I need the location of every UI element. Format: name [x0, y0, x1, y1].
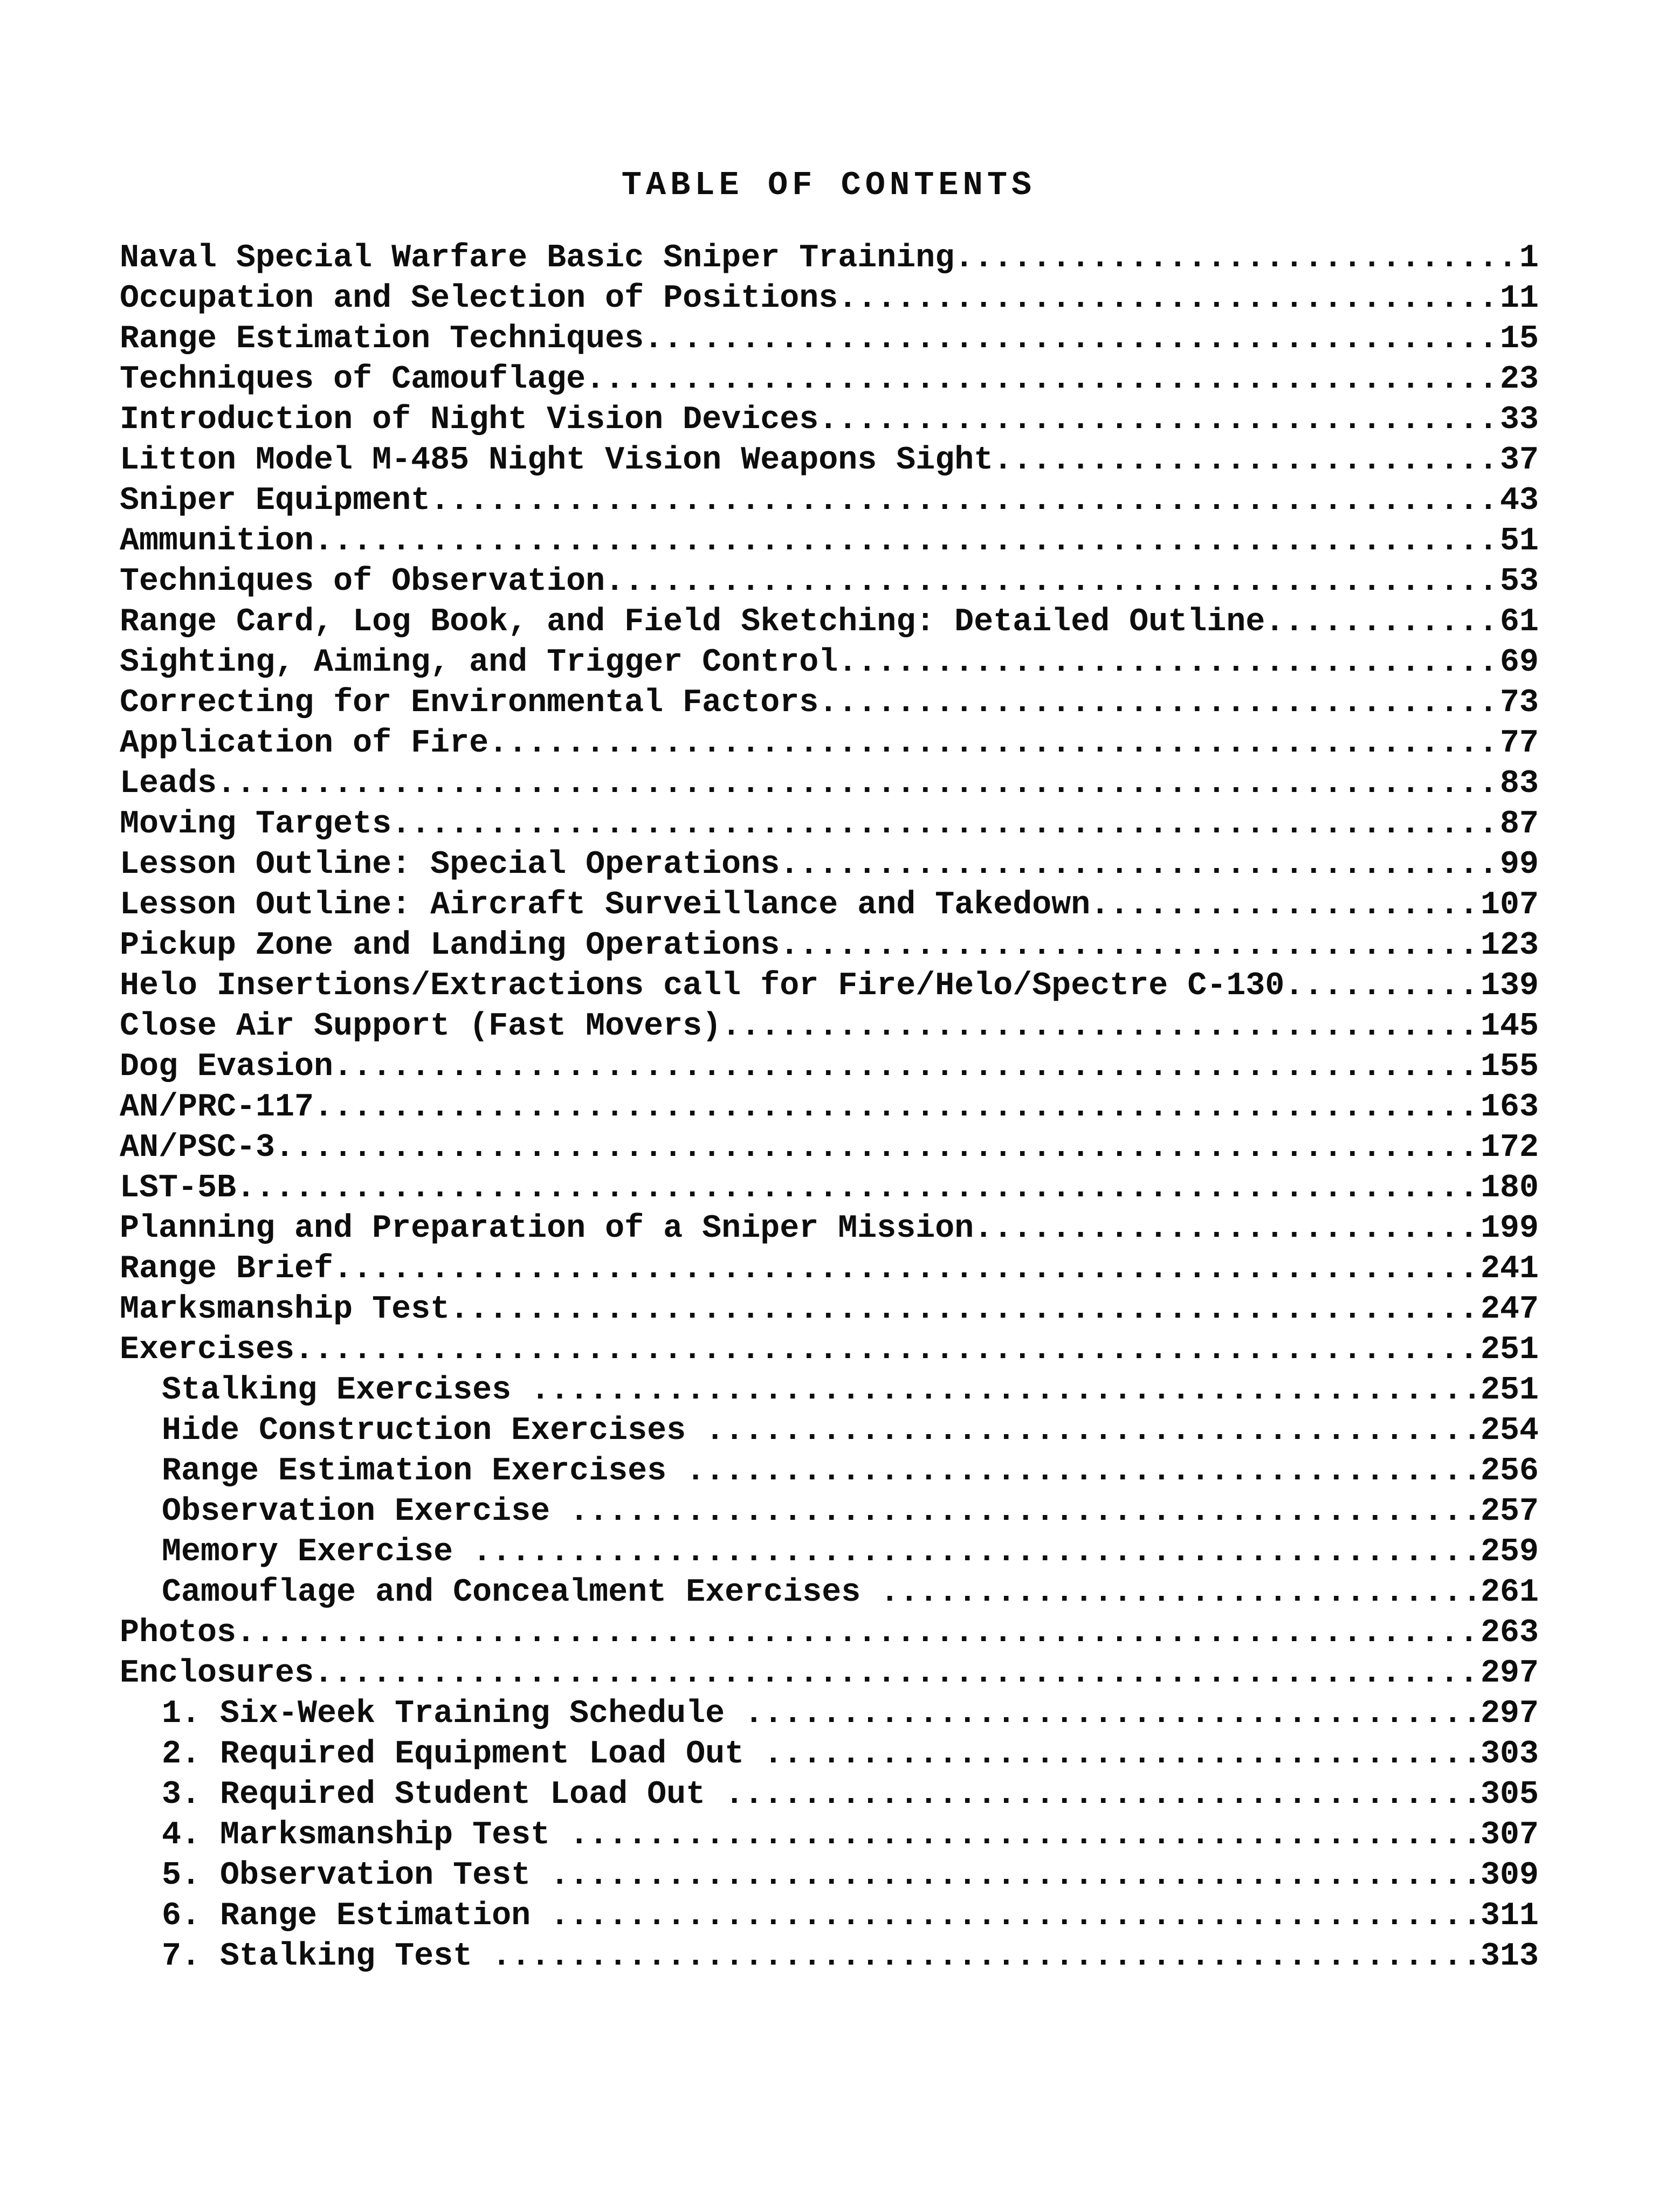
toc-entry-page: 263 — [1480, 1615, 1539, 1651]
toc-entry-title: Range Estimation Exercises — [162, 1453, 686, 1490]
toc-entry-page: 311 — [1480, 1898, 1539, 1934]
toc-entry — [120, 966, 1539, 1007]
dot-leader — [217, 764, 1500, 804]
toc-entry-title: Pickup Zone and Landing Operations — [120, 927, 780, 964]
dot-leader — [838, 279, 1500, 319]
toc-entry-page: 69 — [1499, 644, 1539, 681]
toc-entry — [120, 1047, 1539, 1087]
toc-entry-title: Hide Construction Exercises — [162, 1413, 706, 1449]
toc-entry-page: 257 — [1480, 1493, 1539, 1530]
dot-leader — [763, 1734, 1481, 1775]
dot-leader — [818, 400, 1500, 440]
toc-entry — [120, 724, 1539, 764]
dot-leader — [236, 1168, 1481, 1209]
dot-leader — [1284, 966, 1481, 1007]
toc-entry-page: 199 — [1480, 1210, 1539, 1247]
toc-entry-page: 259 — [1480, 1534, 1539, 1571]
toc-entry-title: 2. Required Equipment Load Out — [162, 1736, 764, 1773]
dot-leader — [686, 1451, 1481, 1492]
toc-entry-page: 307 — [1480, 1817, 1539, 1854]
dot-leader — [838, 643, 1500, 683]
toc-entry-page: 15 — [1499, 321, 1539, 357]
toc-entry-title: Photos — [120, 1615, 237, 1651]
dot-leader — [954, 238, 1519, 279]
dot-leader — [586, 360, 1500, 400]
toc-entry — [120, 1734, 1539, 1775]
dot-leader — [880, 1573, 1481, 1613]
toc-entry — [120, 1573, 1539, 1613]
toc-entry-page: 23 — [1499, 361, 1539, 398]
dot-leader — [744, 1694, 1481, 1734]
dot-leader — [605, 562, 1500, 602]
toc-entry — [120, 1128, 1539, 1168]
toc-entry — [120, 1007, 1539, 1047]
toc-entry — [120, 1532, 1539, 1573]
toc-entry — [120, 238, 1539, 279]
toc-entry-title: Application of Fire — [120, 725, 489, 762]
toc-entry — [120, 1492, 1539, 1532]
toc-entry-title: Leads — [120, 766, 217, 802]
toc-entry-page: 305 — [1480, 1776, 1539, 1813]
toc-entry-title: 7. Stalking Test — [162, 1938, 492, 1975]
toc-entry-title: 4. Marksmanship Test — [162, 1817, 570, 1854]
toc-entry-page: 256 — [1480, 1453, 1539, 1490]
toc-entry-title: Memory Exercise — [162, 1534, 473, 1571]
toc-entry-page: 297 — [1480, 1696, 1539, 1732]
toc-entry-title: Marksmanship Test — [120, 1291, 450, 1328]
toc-entry — [120, 440, 1539, 481]
toc-entry-page: 313 — [1480, 1938, 1539, 1975]
toc-entry — [120, 1896, 1539, 1937]
dot-leader — [818, 683, 1500, 724]
toc-entry-title: Ammunition — [120, 523, 314, 560]
dot-leader — [644, 319, 1500, 360]
toc-entry-title: Sniper Equipment — [120, 483, 431, 519]
toc-entry-page: 241 — [1480, 1251, 1539, 1287]
toc-entry — [120, 602, 1539, 643]
dot-leader — [472, 1532, 1481, 1573]
toc-entry-page: 33 — [1499, 402, 1539, 438]
toc-entry-title: Naval Special Warfare Basic Sniper Training — [120, 240, 955, 277]
toc-entry — [120, 1815, 1539, 1856]
toc-entry-page: 53 — [1499, 563, 1539, 600]
dot-leader — [314, 1087, 1481, 1128]
dot-leader — [391, 804, 1500, 845]
toc-entry-title: Camouflage and Concealment Exercises — [162, 1574, 880, 1611]
toc-entry-page: 87 — [1499, 806, 1539, 843]
dot-leader — [488, 724, 1500, 764]
toc-entry — [120, 1249, 1539, 1290]
dot-leader — [294, 1330, 1481, 1370]
toc-entry-page: 261 — [1480, 1574, 1539, 1611]
toc-entry-page: 123 — [1480, 927, 1539, 964]
toc-entry-page: 73 — [1499, 685, 1539, 721]
dot-leader — [531, 1370, 1481, 1411]
toc-entry-title: Techniques of Observation — [120, 563, 605, 600]
toc-entry-title: LST-5B — [120, 1170, 237, 1207]
dot-leader — [275, 1128, 1481, 1168]
toc-entry — [120, 885, 1539, 926]
toc-entry-page: 297 — [1480, 1655, 1539, 1692]
toc-entry — [120, 1411, 1539, 1451]
toc-entry-title: Correcting for Environmental Factors — [120, 685, 819, 721]
toc-entry — [120, 1370, 1539, 1411]
toc-entry-page: 43 — [1499, 483, 1539, 519]
toc-entry-page: 11 — [1499, 280, 1539, 317]
dot-leader — [780, 845, 1500, 885]
dot-leader — [430, 481, 1500, 521]
toc-entry-title: 6. Range Estimation — [162, 1898, 550, 1934]
toc-entry — [120, 1654, 1539, 1694]
toc-entry-title: Range Card, Log Book, and Field Sketching: Detailed Outline — [120, 604, 1265, 640]
toc-entry-title: AN/PSC-3 — [120, 1129, 276, 1166]
dot-leader — [725, 1775, 1481, 1815]
toc-entry — [120, 1694, 1539, 1734]
toc-entry-page: 37 — [1499, 442, 1539, 479]
toc-entry — [120, 1937, 1539, 1977]
toc-entry — [120, 521, 1539, 562]
page-title: TABLE OF CONTENTS — [621, 166, 1036, 204]
toc-entry-page: 145 — [1480, 1008, 1539, 1045]
toc-entry-page: 309 — [1480, 1857, 1539, 1894]
toc-entry-page: 155 — [1480, 1049, 1539, 1085]
toc-entry-page: 139 — [1480, 968, 1539, 1004]
toc-entry-title: Lesson Outline: Aircraft Surveillance and Takedown — [120, 887, 1091, 924]
toc-entry-title: Planning and Preparation of a Sniper Mission — [120, 1210, 974, 1247]
toc-list — [120, 238, 1539, 1977]
toc-entry-title: Introduction of Night Vision Devices — [120, 402, 819, 438]
toc-entry — [120, 1856, 1539, 1896]
dot-leader — [550, 1896, 1481, 1937]
toc-entry — [120, 481, 1539, 521]
toc-entry-page: 163 — [1480, 1089, 1539, 1126]
toc-entry-title: Enclosures — [120, 1655, 314, 1692]
toc-entry-title: 1. Six-Week Training Schedule — [162, 1696, 745, 1732]
toc-entry — [120, 1775, 1539, 1815]
dot-leader — [705, 1411, 1481, 1451]
toc-entry — [120, 1087, 1539, 1128]
toc-entry-title: AN/PRC-117 — [120, 1089, 314, 1126]
toc-entry — [120, 764, 1539, 804]
dot-leader — [974, 1209, 1481, 1249]
toc-entry-title: Sighting, Aiming, and Trigger Control — [120, 644, 838, 681]
toc-entry-title: Exercises — [120, 1332, 295, 1368]
dot-leader — [333, 1249, 1481, 1290]
toc-entry-title: Range Brief — [120, 1251, 334, 1287]
toc-entry-title: Observation Exercise — [162, 1493, 570, 1530]
dot-leader — [1090, 885, 1481, 926]
toc-entry-page: 1 — [1519, 240, 1539, 277]
dot-leader — [569, 1492, 1481, 1532]
toc-entry-page: 251 — [1480, 1332, 1539, 1368]
toc-entry-title: Dog Evasion — [120, 1049, 334, 1085]
dot-leader — [333, 1047, 1481, 1087]
toc-entry-page: 77 — [1499, 725, 1539, 762]
toc-entry-page: 107 — [1480, 887, 1539, 924]
toc-entry — [120, 279, 1539, 319]
toc-entry — [120, 360, 1539, 400]
toc-entry — [120, 1290, 1539, 1330]
dot-leader — [721, 1007, 1481, 1047]
toc-entry-page: 172 — [1480, 1129, 1539, 1166]
toc-entry-page: 83 — [1499, 766, 1539, 802]
toc-entry-page: 61 — [1499, 604, 1539, 640]
toc-entry-title: 3. Required Student Load Out — [162, 1776, 725, 1813]
toc-entry-title: Moving Targets — [120, 806, 392, 843]
toc-entry-title: Close Air Support (Fast Movers) — [120, 1008, 722, 1045]
toc-entry — [120, 683, 1539, 724]
toc-entry-title: 5. Observation Test — [162, 1857, 550, 1894]
toc-entry-title: Lesson Outline: Special Operations — [120, 846, 780, 883]
toc-entry — [120, 1168, 1539, 1209]
toc-entry-title: Helo Insertions/Extractions call for Fire/Helo/Spectre C-130 — [120, 968, 1285, 1004]
toc-entry — [120, 643, 1539, 683]
toc-entry — [120, 845, 1539, 885]
toc-entry-page: 247 — [1480, 1291, 1539, 1328]
toc-entry — [120, 400, 1539, 440]
dot-leader — [993, 440, 1500, 481]
toc-entry-page: 99 — [1499, 846, 1539, 883]
toc-entry-title: Litton Model M-485 Night Vision Weapons Sight — [120, 442, 994, 479]
toc-entry — [120, 1451, 1539, 1492]
toc-entry-title: Techniques of Camouflage — [120, 361, 586, 398]
dot-leader — [314, 521, 1500, 562]
dot-leader — [450, 1290, 1481, 1330]
toc-entry — [120, 1330, 1539, 1370]
toc-entry — [120, 1209, 1539, 1249]
dot-leader — [1265, 602, 1500, 643]
toc-entry-page: 251 — [1480, 1372, 1539, 1409]
dot-leader — [550, 1856, 1481, 1896]
toc-entry-page: 180 — [1480, 1170, 1539, 1207]
toc-entry-page: 51 — [1499, 523, 1539, 560]
dot-leader — [569, 1815, 1481, 1856]
toc-entry-page: 254 — [1480, 1413, 1539, 1449]
toc-entry — [120, 319, 1539, 360]
dot-leader — [314, 1654, 1481, 1694]
toc-entry — [120, 562, 1539, 602]
toc-entry-title: Stalking Exercises — [162, 1372, 531, 1409]
toc-entry — [120, 804, 1539, 845]
toc-entry — [120, 926, 1539, 966]
toc-entry-title: Occupation and Selection of Positions — [120, 280, 838, 317]
dot-leader — [780, 926, 1481, 966]
dot-leader — [492, 1937, 1481, 1977]
dot-leader — [236, 1613, 1481, 1654]
toc-entry — [120, 1613, 1539, 1654]
toc-entry-page: 303 — [1480, 1736, 1539, 1773]
toc-entry-title: Range Estimation Techniques — [120, 321, 644, 357]
